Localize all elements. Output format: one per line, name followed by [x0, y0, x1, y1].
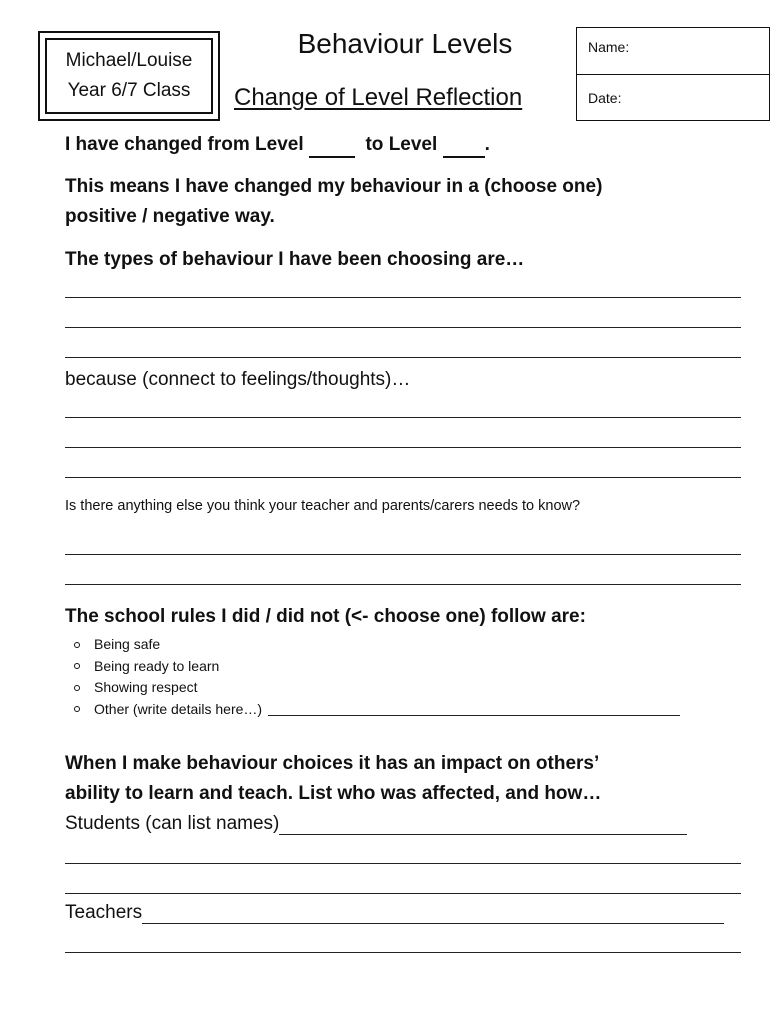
bullet-circle-icon: [74, 663, 80, 669]
else-answer-line-1[interactable]: [65, 554, 741, 555]
teachers-row: [65, 902, 724, 924]
school-rules-list: [74, 634, 680, 720]
level-change-text-1: I have changed from Level: [65, 134, 304, 155]
students-answer-line[interactable]: [279, 816, 687, 835]
to-level-blank[interactable]: [443, 134, 485, 158]
students-answer-line-2[interactable]: [65, 863, 741, 864]
level-change-text-2: to Level: [365, 134, 438, 155]
page-title: Behaviour Levels: [297, 28, 513, 59]
rule-label: Being ready to learn: [94, 657, 220, 674]
class-year: Year 6/7 Class: [67, 80, 191, 101]
students-label: Students (can list names): [65, 813, 280, 834]
students-answer-line-3[interactable]: [65, 893, 741, 894]
because-answer-line-1[interactable]: [65, 417, 741, 418]
from-level-blank[interactable]: [309, 134, 355, 158]
else-answer-line-2[interactable]: [65, 584, 741, 585]
rule-item-other[interactable]: [74, 699, 680, 721]
class-teacher-names: Michael/Louise: [65, 50, 193, 71]
impact-line-1: When I make behaviour choices it has an impact on others’: [65, 753, 600, 774]
means-line-2: positive / negative way.: [65, 206, 275, 227]
name-date-box: [576, 27, 770, 121]
teachers-label: Teachers: [65, 902, 143, 923]
impact-line-2: ability to learn and teach. List who was affected, and how…: [65, 783, 602, 804]
page-subtitle: Change of Level Reflection: [234, 84, 523, 111]
types-answer-line-1[interactable]: [65, 297, 741, 298]
teachers-answer-line[interactable]: [142, 905, 724, 924]
bullet-circle-icon: [74, 685, 80, 691]
rule-item-ready[interactable]: [74, 656, 680, 678]
anything-else-prompt: Is there anything else you think your teacher and parents/carers needs to know?: [65, 498, 581, 514]
because-prompt: because (connect to feelings/thoughts)…: [65, 369, 411, 390]
bullet-circle-icon: [74, 642, 80, 648]
rule-label: Being safe: [94, 636, 161, 652]
teachers-answer-line-2[interactable]: [65, 952, 741, 953]
name-date-divider: [577, 74, 769, 75]
students-row: [65, 813, 687, 835]
types-answer-line-2[interactable]: [65, 327, 741, 328]
rule-label: Other (write details here…): [94, 700, 263, 717]
class-label-box: [38, 31, 220, 121]
rule-item-respect[interactable]: [74, 677, 680, 699]
rule-item-safe[interactable]: [74, 634, 680, 656]
name-field[interactable]: [637, 44, 762, 66]
types-prompt: The types of behaviour I have been choosing are…: [65, 249, 525, 270]
date-field[interactable]: [637, 90, 762, 112]
means-line-1: This means I have changed my behaviour in a (choose one): [65, 176, 603, 197]
rule-label: Showing respect: [94, 679, 198, 695]
level-change-text-3: .: [484, 134, 490, 155]
school-rules-prompt: The school rules I did / did not (<- choose one) follow are:: [65, 606, 586, 627]
because-answer-line-3[interactable]: [65, 477, 741, 478]
types-answer-line-3[interactable]: [65, 357, 741, 358]
bullet-circle-icon: [74, 706, 80, 712]
date-label: Date:: [588, 90, 622, 106]
other-details-line[interactable]: [268, 703, 680, 716]
level-change-line: [65, 134, 490, 158]
because-answer-line-2[interactable]: [65, 447, 741, 448]
class-label-inner: [45, 38, 213, 114]
name-label: Name:: [588, 39, 630, 55]
